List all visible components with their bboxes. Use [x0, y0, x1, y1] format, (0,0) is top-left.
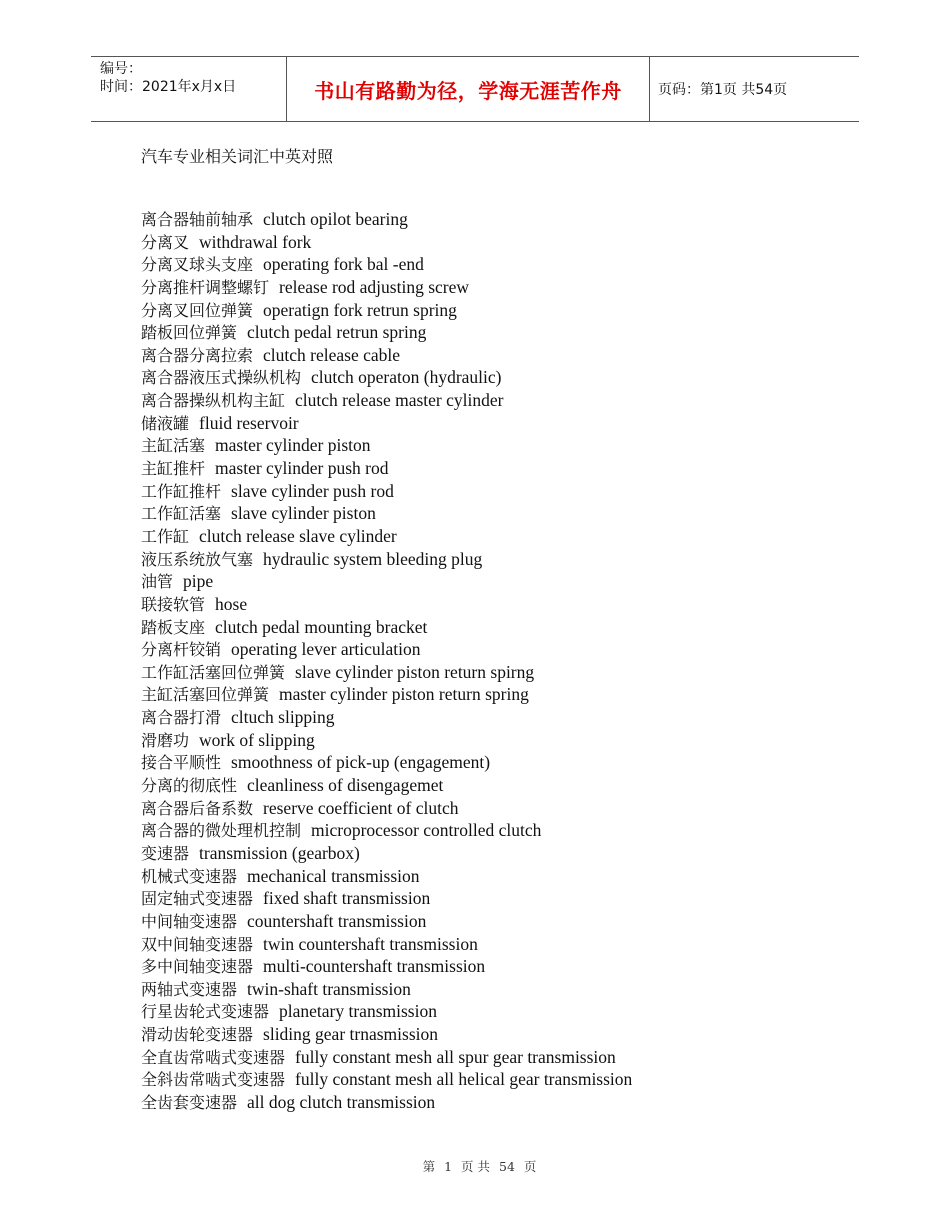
header-page-cell — [650, 57, 859, 121]
term-row — [141, 548, 632, 571]
term-english: reserve coefficient of clutch — [263, 797, 459, 818]
term-row — [141, 502, 632, 525]
term-chinese: 离合器分离拉索 — [141, 345, 254, 365]
page-info: 页码：第1页 共54页 — [658, 82, 788, 98]
term-row — [141, 231, 632, 254]
term-chinese: 工作缸活塞 — [141, 504, 222, 524]
term-chinese: 主缸推杆 — [141, 459, 206, 479]
footer-total-pages: 54 — [499, 1159, 515, 1174]
document-title: 汽车专业相关词汇中英对照 — [141, 147, 334, 166]
term-chinese: 中间轴变速器 — [141, 911, 238, 931]
term-row — [141, 706, 632, 729]
term-english: hydraulic system bleeding plug — [263, 548, 483, 569]
term-row — [141, 276, 632, 299]
term-chinese: 两轴式变速器 — [141, 979, 238, 999]
footer-prefix: 第 — [422, 1159, 436, 1174]
term-chinese: 多中间轴变速器 — [141, 957, 254, 977]
footer-suffix: 页 — [523, 1159, 537, 1174]
term-english: slave cylinder piston — [231, 503, 376, 524]
term-chinese: 主缸活塞 — [141, 436, 206, 456]
term-english: all dog clutch transmission — [247, 1091, 436, 1112]
term-row — [141, 593, 632, 616]
term-english: slave cylinder push rod — [231, 480, 394, 501]
term-english: smoothness of pick-up (engagement) — [231, 752, 491, 773]
term-chinese: 液压系统放气塞 — [141, 549, 254, 569]
term-row — [141, 683, 632, 706]
term-row — [141, 321, 632, 344]
term-chinese: 全斜齿常啮式变速器 — [141, 1070, 286, 1090]
term-chinese: 踏板支座 — [141, 617, 206, 637]
term-chinese: 接合平顺性 — [141, 753, 222, 773]
term-english: cltuch slipping — [231, 707, 335, 728]
term-row — [141, 344, 632, 367]
term-row — [141, 412, 632, 435]
term-row — [141, 933, 632, 956]
term-english: multi-countershaft transmission — [263, 956, 486, 977]
term-english: fixed shaft transmission — [263, 888, 431, 909]
term-english: clutch pedal mounting bracket — [215, 616, 428, 637]
term-english: transmission (gearbox) — [199, 842, 360, 863]
term-english: twin-shaft transmission — [247, 978, 411, 999]
term-row — [141, 887, 632, 910]
term-row — [141, 299, 632, 322]
term-list — [141, 208, 632, 1114]
term-chinese: 全齿套变速器 — [141, 1092, 238, 1112]
term-chinese: 全直齿常啮式变速器 — [141, 1047, 286, 1067]
term-row — [141, 797, 632, 820]
term-row — [141, 1023, 632, 1046]
header-meta-cell — [91, 57, 287, 121]
term-row — [141, 616, 632, 639]
term-english: clutch release slave cylinder — [199, 525, 397, 546]
term-chinese: 固定轴式变速器 — [141, 889, 254, 909]
term-chinese: 分离杆铰销 — [141, 640, 222, 660]
term-chinese: 机械式变速器 — [141, 866, 238, 886]
term-chinese: 工作缸推杆 — [141, 481, 222, 501]
term-english: withdrawal fork — [199, 231, 312, 252]
term-english: fluid reservoir — [199, 412, 299, 433]
term-english: mechanical transmission — [247, 865, 420, 886]
term-english: operatign fork retrun spring — [263, 299, 457, 320]
term-english: fully constant mesh all spur gear transmission — [295, 1046, 616, 1067]
term-english: fully constant mesh all helical gear transmission — [295, 1069, 633, 1090]
term-row — [141, 638, 632, 661]
term-chinese: 主缸活塞回位弹簧 — [141, 685, 270, 705]
term-row — [141, 978, 632, 1001]
term-english: countershaft transmission — [247, 910, 427, 931]
term-chinese: 离合器操纵机构主缸 — [141, 391, 286, 411]
term-row — [141, 253, 632, 276]
term-row — [141, 1000, 632, 1023]
term-chinese: 分离推杆调整螺钉 — [141, 277, 270, 297]
term-chinese: 离合器轴前轴承 — [141, 210, 254, 229]
term-row — [141, 434, 632, 457]
term-chinese: 离合器的微处理机控制 — [141, 821, 302, 841]
term-chinese: 踏板回位弹簧 — [141, 323, 238, 343]
term-chinese: 分离叉 — [141, 232, 190, 252]
term-chinese: 行星齿轮式变速器 — [141, 1002, 270, 1022]
term-chinese: 离合器液压式操纵机构 — [141, 368, 302, 388]
term-english: clutch pedal retrun spring — [247, 322, 427, 343]
term-row — [141, 1046, 632, 1069]
term-chinese: 滑动齿轮变速器 — [141, 1025, 254, 1045]
term-row — [141, 570, 632, 593]
term-chinese: 离合器打滑 — [141, 708, 222, 728]
term-chinese: 双中间轴变速器 — [141, 934, 254, 954]
term-row — [141, 1068, 632, 1091]
term-chinese: 滑磨功 — [141, 730, 190, 750]
footer-current-page: 1 — [444, 1159, 453, 1174]
term-chinese: 工作缸 — [141, 526, 190, 546]
term-row — [141, 774, 632, 797]
term-chinese: 变速器 — [141, 843, 190, 863]
term-chinese: 分离叉球头支座 — [141, 255, 254, 275]
term-row — [141, 480, 632, 503]
term-english: microprocessor controlled clutch — [311, 820, 542, 841]
term-english: clutch operaton (hydraulic) — [311, 367, 502, 388]
term-row — [141, 208, 632, 231]
term-row — [141, 457, 632, 480]
term-english: release rod adjusting screw — [279, 276, 470, 297]
term-english: clutch opilot bearing — [263, 209, 408, 229]
term-english: operating fork bal -end — [263, 254, 424, 275]
term-english: operating lever articulation — [231, 639, 421, 660]
term-english: cleanliness of disengagemet — [247, 775, 444, 796]
page-footer — [0, 1157, 950, 1175]
term-english: work of slipping — [199, 729, 315, 750]
term-english: master cylinder push rod — [215, 458, 389, 479]
term-row — [141, 819, 632, 842]
term-row — [141, 955, 632, 978]
term-english: slave cylinder piston return spirng — [295, 661, 535, 682]
term-row — [141, 1091, 632, 1114]
header-motto-cell — [287, 57, 650, 121]
term-chinese: 油管 — [141, 572, 174, 592]
motto: 书山有路勤为径，学海无涯苦作舟 — [314, 78, 622, 103]
term-chinese: 离合器后备系数 — [141, 798, 254, 818]
term-row — [141, 729, 632, 752]
term-english: master cylinder piston return spring — [279, 684, 529, 705]
term-english: hose — [215, 593, 248, 614]
term-chinese: 分离叉回位弹簧 — [141, 300, 254, 320]
term-chinese: 联接软管 — [141, 594, 206, 614]
footer-mid: 页 共 — [461, 1159, 491, 1174]
term-row — [141, 842, 632, 865]
term-chinese: 分离的彻底性 — [141, 776, 238, 796]
term-row — [141, 865, 632, 888]
term-english: twin countershaft transmission — [263, 933, 478, 954]
term-english: clutch release cable — [263, 344, 401, 365]
term-row — [141, 751, 632, 774]
term-chinese: 储液罐 — [141, 413, 190, 433]
term-english: pipe — [183, 571, 214, 592]
term-row — [141, 910, 632, 933]
term-row — [141, 661, 632, 684]
time-label: 时间：2021年x月x日 — [100, 79, 237, 95]
term-chinese: 工作缸活塞回位弹簧 — [141, 662, 286, 682]
term-english: clutch release master cylinder — [295, 390, 504, 411]
term-row — [141, 366, 632, 389]
term-row — [141, 389, 632, 412]
number-label: 编号： — [100, 61, 142, 77]
term-english: sliding gear trnasmission — [263, 1024, 438, 1045]
term-row — [141, 525, 632, 548]
term-english: planetary transmission — [279, 1001, 437, 1022]
term-english: master cylinder piston — [215, 435, 371, 456]
header-table — [91, 56, 859, 122]
